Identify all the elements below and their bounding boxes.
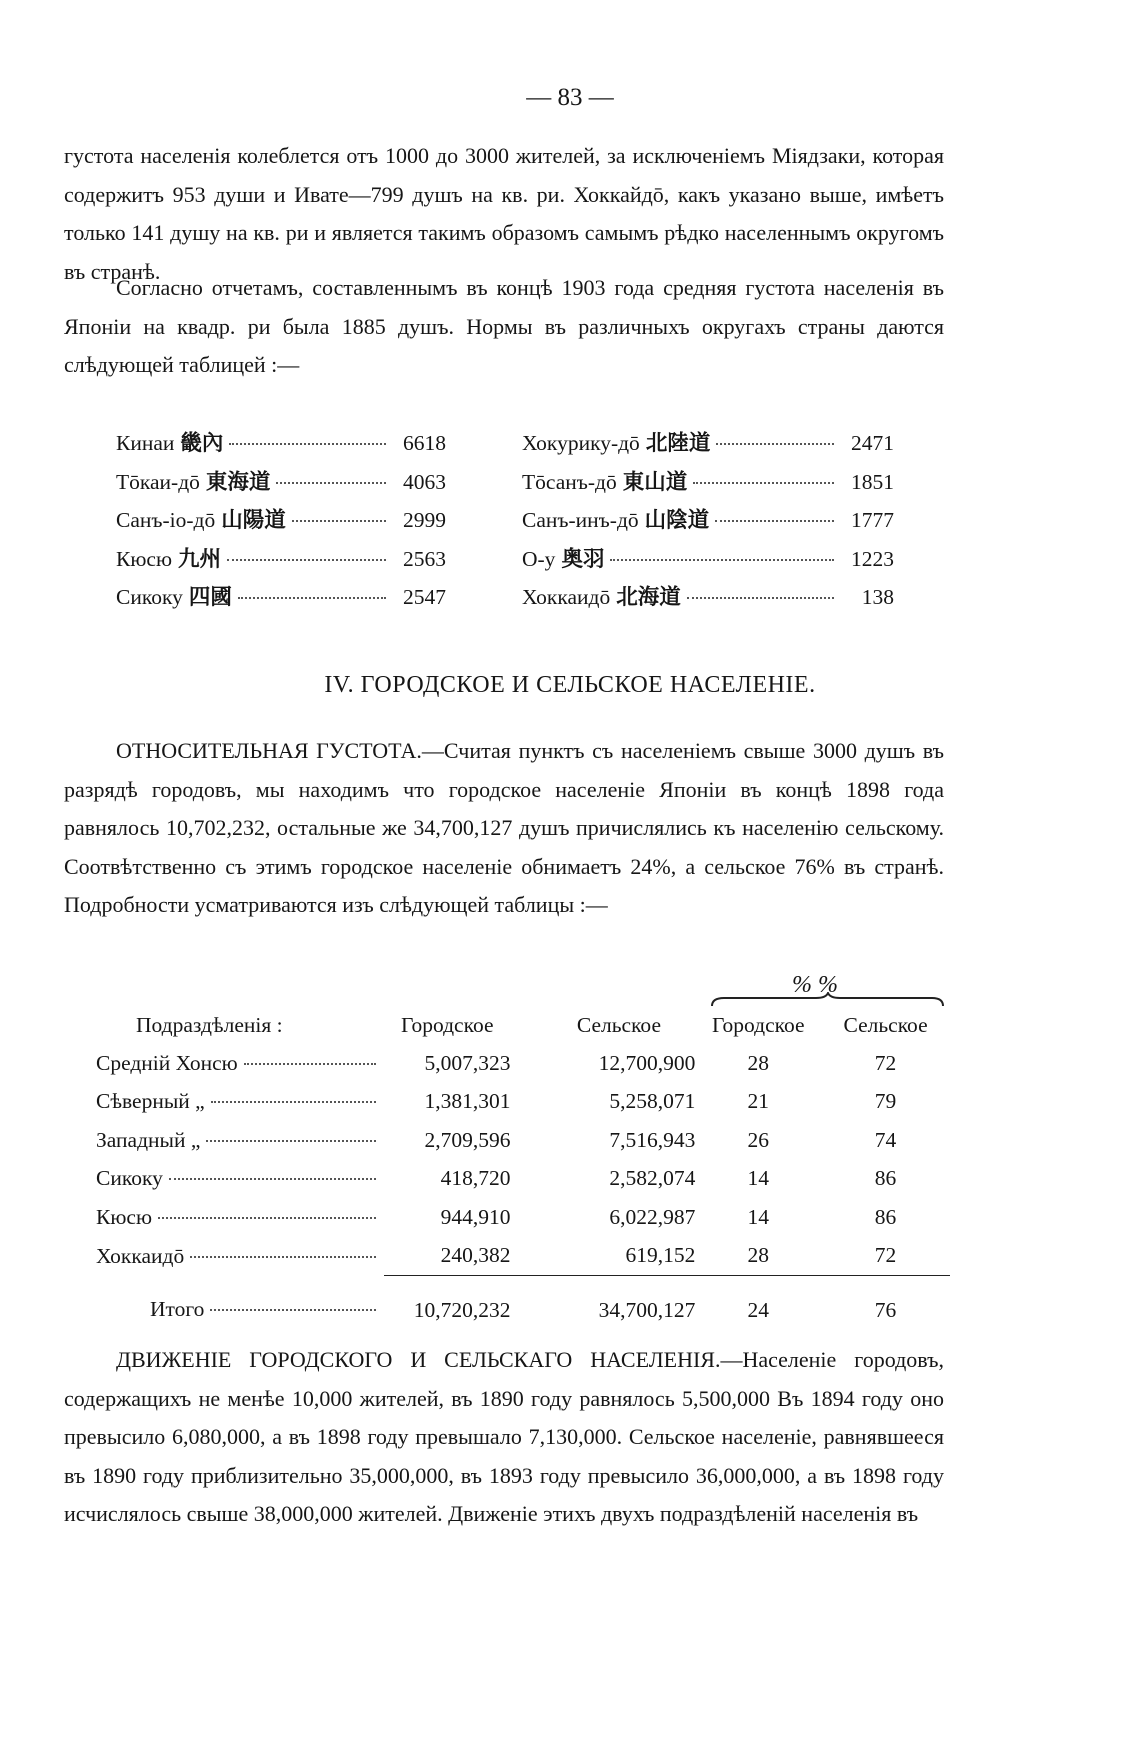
density-table-right: [522, 426, 894, 619]
region-name: О-у: [522, 546, 556, 571]
density-row: [522, 580, 894, 619]
region-kanji: 畿內: [180, 431, 224, 455]
division-name: Среднiй Хонсю: [96, 1050, 238, 1075]
dot-leader: [210, 1309, 376, 1311]
pct-urban-value: 14: [747, 1204, 769, 1229]
density-row: [522, 426, 894, 465]
total-label: Итого: [150, 1297, 205, 1322]
region-name: Санъ-инъ-дō: [522, 508, 639, 533]
urban-value: 944,910: [440, 1204, 511, 1229]
rural-value: 6,022,987: [609, 1204, 696, 1229]
density-table-left: [116, 426, 446, 619]
density-row: [522, 503, 894, 542]
table-row: [96, 1083, 950, 1122]
pct-urban-value: 26: [747, 1127, 769, 1152]
table-row: [96, 1121, 950, 1160]
rural-value: 619,152: [625, 1243, 696, 1268]
density-row: [116, 580, 446, 619]
region-density: 6618: [403, 431, 446, 455]
dot-leader: [244, 1063, 376, 1065]
region-density: 1777: [851, 508, 894, 533]
region-kanji: 奥羽: [561, 546, 605, 571]
rural-value: 7,516,943: [609, 1127, 696, 1152]
table-total-row: [96, 1276, 950, 1331]
region-kanji: 北陸道: [645, 431, 711, 455]
region-density: 1851: [851, 469, 894, 494]
dot-leader: [158, 1217, 376, 1219]
division-name: Хоккаидō: [96, 1243, 185, 1268]
pct-rural-value: 72: [874, 1050, 897, 1075]
density-row: [116, 426, 446, 465]
region-kanji: 山陽道: [221, 508, 286, 533]
region-name: Хоккаидō: [522, 585, 611, 610]
urban-value: 1,381,301: [424, 1089, 511, 1114]
dot-leader: [715, 520, 834, 522]
region-kanji: 四國: [188, 585, 232, 610]
dot-leader: [229, 443, 386, 445]
rural-value: 12,700,900: [598, 1050, 696, 1075]
dot-leader: [169, 1178, 376, 1180]
table-row: [96, 1160, 950, 1199]
pct-urban-value: 21: [747, 1089, 769, 1114]
paragraph-population-movement: ДВИЖЕНІЕ ГОРОДСКОГО И СЕЛЬСКАГО НАСЕЛЕНІЯ.—Населеніе городовъ, содержащихъ не менѣе 10,000 жителей, въ 1890 году равнялось 5,500,000 Въ 1894 году оно превысило 6,080,000, а въ 1898 году превышало 7,130,000. Сельское населеніе, равнявшееся въ 1890 году приблизительно 35,000,000, въ 1893 году превысило 36,000,000, а въ 1898 году исчислялось свыше 38,000,000 жителей. Движеніе этихъ двухъ подраздѣленій населенія въ: [64, 1347, 944, 1527]
header-division: Подраздѣленія :: [136, 1012, 283, 1037]
paragraph-density-intro: густота населенія колеблется отъ 1000 до 3000 жителей, за исключеніемъ Міядзаки, которая содержитъ 953 души и Ивате—799 душъ на кв. ри. Хоккайдō, какъ указано выше, имѣетъ только 141 душу на кв. ри и является такимъ образомъ самымъ рѣдко населеннымъ округомъ въ странѣ.: [64, 143, 944, 284]
region-kanji: 東山道: [622, 469, 688, 494]
pct-rural-value: 86: [874, 1166, 897, 1191]
table-header-row: [96, 1006, 950, 1044]
region-density: 2471: [851, 431, 894, 455]
pct-urban-value: 14: [747, 1166, 769, 1191]
pct-rural-value: 79: [874, 1089, 897, 1114]
pct-rural-value: 74: [874, 1127, 897, 1152]
paragraph-average-density: Согласно отчетамъ, составленнымъ въ концѣ 1903 года средняя густота населенія въ Японіи на квадр. ри была 1885 душъ. Нормы въ различныхъ округахъ страны даются слѣдующей таблицей :—: [64, 275, 944, 378]
table-row: [96, 1198, 950, 1237]
urban-value: 240,382: [440, 1243, 511, 1268]
division-name: Западный „: [96, 1127, 201, 1152]
total-pct-rural: 76: [821, 1276, 950, 1331]
region-name: Кинаи: [116, 431, 175, 455]
urban-value: 5,007,323: [424, 1050, 511, 1075]
percent-label: % %: [792, 972, 838, 998]
region-density: 1223: [851, 546, 894, 571]
density-row: [522, 465, 894, 504]
density-row: [116, 465, 446, 504]
pct-urban-value: 28: [747, 1243, 769, 1268]
region-density: 4063: [403, 469, 446, 494]
urban-rural-table: [96, 1006, 950, 1330]
urban-value: 2,709,596: [424, 1127, 511, 1152]
region-name: Санъ-іо-дō: [116, 508, 216, 533]
dot-leader: [693, 482, 834, 484]
pct-urban-value: 28: [747, 1050, 769, 1075]
region-name: Кюсю: [116, 546, 173, 571]
rural-value: 2,582,074: [609, 1166, 696, 1191]
percent-header: [710, 972, 945, 1006]
dot-leader: [610, 559, 834, 561]
header-pct-rural: Сельское: [843, 1012, 928, 1037]
header-rural: Сельское: [576, 1012, 661, 1037]
region-density: 2547: [403, 585, 446, 610]
header-urban: Городское: [400, 1012, 494, 1037]
page-number: — 83 —: [526, 84, 614, 111]
region-kanji: 東海道: [205, 469, 271, 494]
header-pct-urban: Городское: [711, 1012, 805, 1037]
region-density: 138: [861, 585, 894, 610]
table-row: [96, 1237, 950, 1276]
paragraph-relative-density: ОТНОСИТЕЛЬНАЯ ГУСТОТА.—Считая пунктъ съ населеніемъ свыше 3000 душъ въ разрядѣ городовъ, мы находимъ что городское населеніе Японіи въ концѣ 1898 года равнялось 10,702,232, остальные же 34,700,127 душъ причислялись къ населенію сельскому. Соотвѣтственно съ этимъ городское населеніе обнимаетъ 24%, а сельское 76% въ странѣ. Подробности усматриваются изъ слѣдующей таблицы :—: [64, 738, 944, 918]
dot-leader: [206, 1140, 376, 1142]
dot-leader: [276, 482, 386, 484]
region-density: 2563: [403, 546, 446, 571]
region-density: 2999: [403, 508, 446, 533]
rural-value: 5,258,071: [609, 1089, 696, 1114]
urban-value: 418,720: [440, 1166, 511, 1191]
division-name: Сикоку: [96, 1166, 163, 1191]
pct-rural-value: 86: [874, 1204, 897, 1229]
region-name: Тōсанъ-дō: [522, 469, 617, 494]
region-name: Хокурику-дō: [522, 431, 640, 455]
region-kanji: 九州: [178, 546, 222, 571]
division-name: Сѣверный „: [96, 1089, 205, 1114]
region-kanji: 山陰道: [644, 508, 710, 533]
total-pct-urban: 24: [695, 1276, 821, 1331]
density-row: [522, 542, 894, 581]
total-urban: 10,720,232: [384, 1276, 513, 1331]
dot-leader: [227, 559, 386, 561]
dot-leader: [687, 597, 834, 599]
dot-leader: [211, 1101, 376, 1103]
region-name: Тōкаи-дō: [116, 469, 200, 494]
table-row: [96, 1044, 950, 1083]
dot-leader: [292, 520, 386, 522]
pct-rural-value: 72: [874, 1243, 897, 1268]
section-heading: IV. ГОРОДСКОЕ И СЕЛЬСКОЕ НАСЕЛЕНІЕ.: [324, 672, 816, 698]
region-name: Сикоку: [116, 585, 183, 610]
dot-leader: [238, 597, 386, 599]
total-rural: 34,700,127: [513, 1276, 696, 1331]
dot-leader: [716, 443, 834, 445]
density-row: [116, 542, 446, 581]
dot-leader: [190, 1256, 376, 1258]
division-name: Кюсю: [96, 1204, 153, 1229]
density-row: [116, 503, 446, 542]
region-kanji: 北海道: [616, 585, 681, 610]
